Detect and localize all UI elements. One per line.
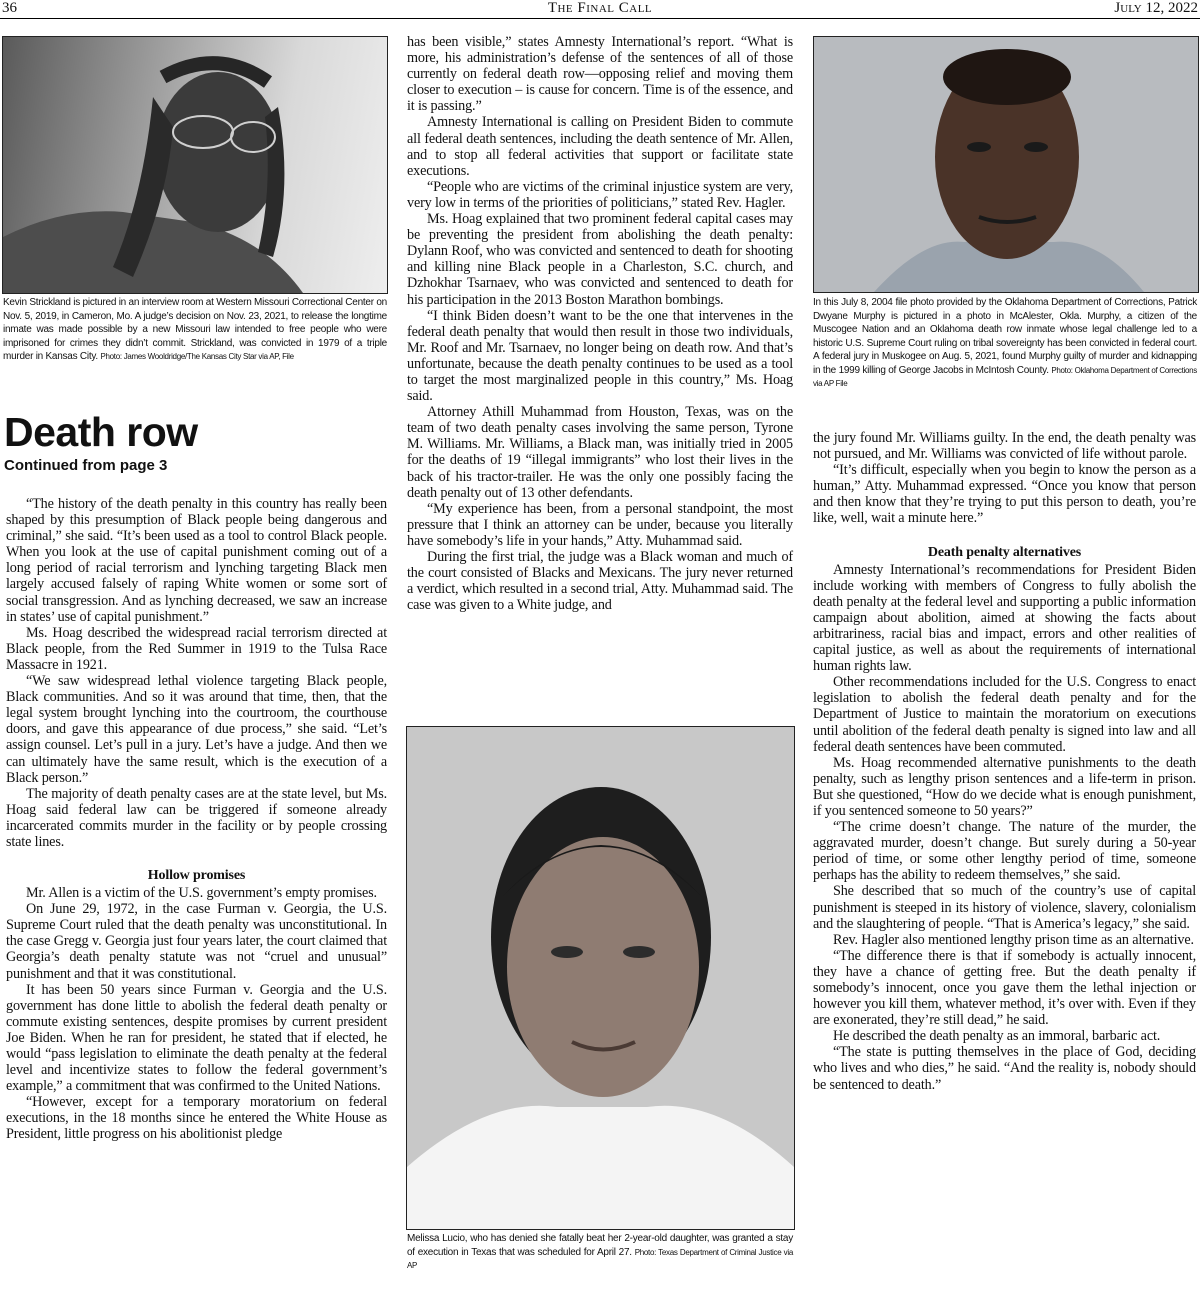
paragraph: “The difference there is that if somebody is actually innocent, they have a chance of getting free. But the death penalty if somebody’s innocent, once you gave them the lethal injection or however you kill them, whatever method, it’s over with. Even if they are exonerated, they’re still dead,” he said.: [813, 947, 1196, 1029]
paragraph: “It’s difficult, especially when you begin to know the person as a human,” Atty. Muhammad expressed. “Once you know that person and then know that they’re trying to put this person to death, you’re like, well, wait a minute here.”: [813, 462, 1196, 527]
caption-strickland: [3, 296, 387, 364]
photo-credit: Photo: James Wooldridge/The Kansas City Star via AP, File: [100, 352, 294, 361]
paragraph: “The state is putting themselves in the place of God, deciding who lives and who dies,” he said. “And the reality is, nobody should be sentenced to death.”: [813, 1044, 1196, 1093]
article-column-2: [407, 34, 793, 613]
paragraph: “The history of the death penalty in this country has really been shaped by this presumption of Black people being dangerous and criminal,” she said. “It’s been used as a tool to control Black people. When you look at the use of capital punishment coming out of a long period of racial terrorism and lynching targeting Black men largely accused falsely of raping White women or some sort of social transgression. And as lynching decreased, we saw an increase in states’ use of capital punishment.”: [6, 496, 387, 625]
photo-patrick-murphy: [813, 36, 1199, 293]
paragraph: She described that so much of the country’s use of capital punishment is steeped in its history of violence, slavery, colonialism and the slaughtering of people. “That is America’s legacy,” she said.: [813, 883, 1196, 932]
paragraph: Mr. Allen is a victim of the U.S. government’s empty promises.: [26, 885, 377, 902]
headline: Death row: [4, 409, 198, 455]
paragraph: “I think Biden doesn’t want to be the one that intervenes in the federal death penalty that would then result in those two individuals, Mr. Roof and Mr. Tsarnaev, no longer being on death row. And that’s unfortunate, because the death penalty continues to be used as a tool to target the most marginalized people in this country,” Ms. Hoag said.: [407, 307, 793, 405]
photo-melissa-lucio: [406, 726, 795, 1230]
paragraph: Ms. Hoag described the widespread racial terrorism directed at Black people, from the Red Summer in 1919 to the Tulsa Race Massacre in 1921.: [6, 624, 387, 673]
subhead-death-penalty-alternatives: Death penalty alternatives: [927, 544, 1082, 560]
page-number: 36: [2, 0, 17, 16]
portrait-illustration: [407, 727, 794, 1229]
caption-text: Melissa Lucio, who has denied she fatally beat her 2-year-old daughter, was granted a stay of execution in Texas that was scheduled for April 27.: [407, 1233, 793, 1258]
paragraph: “However, except for a temporary moratorium on federal executions, in the 18 months since he entered the White House as President, little progress on his abolitionist pledge: [6, 1094, 387, 1143]
paragraph: Attorney Athill Muhammad from Houston, Texas, was on the team of two death penalty cases involving the same person, Tyrone M. Williams. Mr. Williams, a Black man, was initially tried in 2005 for the deaths of 19 “illegal immigrants” who lost their lives in the back of his tractor-trailer. He was the only one possibly facing the death penalty out of 13 other defendants.: [407, 404, 793, 501]
photo-kevin-strickland: [2, 36, 388, 294]
caption-text: In this July 8, 2004 file photo provided by the Oklahoma Department of Corrections, Patrick Dwyane Murphy is pictured in a photo in McAlester, Okla. Murphy, a citizen of the Muscogee Nation and an Oklahoma death row inmate whose legal challenge led to a historic U.S. Supreme Court ruling on tribal sovereignty has been convicted in federal court. A federal jury in Muskogee on Aug. 5, 2021, found Murphy guilty of murder and kidnapping in the 1999 killing of George Jacobs in McIntosh County.: [813, 297, 1197, 376]
paragraph: Ms. Hoag recommended alternative punishments to the death penalty, such as lengthy prison sentences and a life-term in prison. But she questioned, “How do we decide what is enough punishment, if you sentenced someone to 50 years?”: [813, 754, 1196, 819]
paragraph: “The crime doesn’t change. The nature of the murder, the aggravated murder, doesn’t change. But surely during a 50-year period of time, or some other lengthy period of time, someone perhaps has the ability to redeem themselves,” she said.: [813, 819, 1196, 884]
newspaper-name: The Final Call: [547, 0, 653, 16]
paragraph: “People who are victims of the criminal injustice system are very, very low in terms of the priorities of politicians,” stated Rev. Hagler.: [407, 178, 793, 211]
paragraph: “We saw widespread lethal violence targeting Black people, Black communities. And so it was around that time, then, that the legal system brought lynching into the courtroom, the courthouse doors, and gave this appearance of due process,” she said. “Let’s assign counsel. Let’s pull in a jury. Let’s have a judge. And then we can ultimately have the same result, which is the execution of a Black person.”: [6, 673, 387, 786]
paragraph: He described the death penalty as an immoral, barbaric act.: [833, 1028, 1161, 1045]
paragraph: Ms. Hoag explained that two prominent federal capital cases may be preventing the president from abolishing the death penalty: Dylann Roof, who was convicted and sentenced to death for shooting and killing nine Black people in a Charleston, S.C. church, and Dzhokhar Tsarnaev, who was convicted and sentenced to death for his participation in the 2013 Boston Marathon bombings.: [407, 211, 793, 308]
paragraph: has been visible,” states Amnesty International’s report. “What is more, his administration’s defense of the sentences of all of those currently on federal death row—opposing relief and moving them closer to execution – is cause for concern. Time is of the essence, and it is passing.”: [407, 34, 793, 115]
paragraph: Amnesty International is calling on President Biden to commute all federal death sentences, including the death sentence of Mr. Allen, and to stop all federal activities that support or facilitate state executions.: [407, 114, 793, 179]
continued-line: Continued from page 3: [4, 457, 168, 474]
paragraph: During the first trial, the judge was a Black woman and much of the court consisted of Blacks and Mexicans. The jury never returned a verdict, which resulted in a second trial, Atty. Muhammad said. The case was given to a White judge, and: [407, 549, 793, 614]
paragraph: Amnesty International’s recommendations for President Biden include working with members of Congress to fully abolish the death penalty at the federal level and supporting a public information campaign about abolition, aimed at showing the facts about arbitrariness, racial bias and impact, errors and other realities of capital justice, as well as about the requirements of international human rights law.: [813, 561, 1196, 675]
subhead-hollow-promises: Hollow promises: [147, 868, 246, 884]
paragraph: Rev. Hagler also mentioned lengthy prison time as an alternative.: [833, 931, 1194, 948]
page-header: [0, 0, 1200, 19]
article-column-3: [813, 430, 1196, 1093]
caption-text: Kevin Strickland is pictured in an interview room at Western Missouri Correctional Center on Nov. 5, 2019, in Cameron, Mo. A judge’s decision on Nov. 23, 2021, to release the longtime inmate was made possible by a new Missouri law intended to free people who were imprisoned for crimes they didn’t commit. Strickland, was convicted in 1979 of a triple murder in Kansas City.: [3, 297, 387, 362]
paragraph: Other recommendations included for the U.S. Congress to enact legislation to abolish the federal death penalty and for the Department of Justice to maintain the moratorium on executions until abolition of the federal death penalty is signed into law and all federal death sentences have been commuted.: [813, 674, 1196, 755]
paragraph: “My experience has been, from a personal standpoint, the most pressure that I think an attorney can be under, because you literally have somebody’s life in your hands,” Atty. Muhammad said.: [407, 500, 793, 549]
paragraph: On June 29, 1972, in the case Furman v. Georgia, the U.S. Supreme Court ruled that the death penalty was unconstitutional. In the case Gregg v. Georgia just four years later, the court claimed that Georgia’s death penalty statute was not “cruel and unusual” punishment and that it was constitutional.: [6, 901, 387, 982]
article-column-1: [6, 496, 387, 1143]
portrait-illustration: [3, 37, 387, 293]
paragraph: the jury found Mr. Williams guilty. In the end, the death penalty was not pursued, and Mr. Williams was convicted of life without parole.: [813, 430, 1196, 463]
paragraph: The majority of death penalty cases are at the state level, but Ms. Hoag said federal law can be triggered if someone already incarcerated commits murder in the facility or by people crossing state lines.: [6, 785, 387, 850]
photo-credit: Photo: Oklahoma Department of Corrections via AP File: [813, 365, 1198, 388]
portrait-illustration: [814, 37, 1198, 292]
paragraph: It has been 50 years since Furman v. Georgia and the U.S. government has done little to abolish the federal death penalty or commute existing sentences, despite promises by current president Joe Biden. When he ran for president, he stated that if elected, he would “pass legislation to eliminate the death penalty at the federal level and incentivize states to follow the federal government’s example,” a commitment that was confirmed to the United Nations.: [6, 981, 387, 1095]
caption-lucio: [407, 1232, 793, 1273]
caption-murphy: [813, 296, 1197, 391]
issue-date: July 12, 2022: [1114, 0, 1198, 16]
photo-credit: Photo: Texas Department of Criminal Justice via AP: [407, 1247, 793, 1270]
